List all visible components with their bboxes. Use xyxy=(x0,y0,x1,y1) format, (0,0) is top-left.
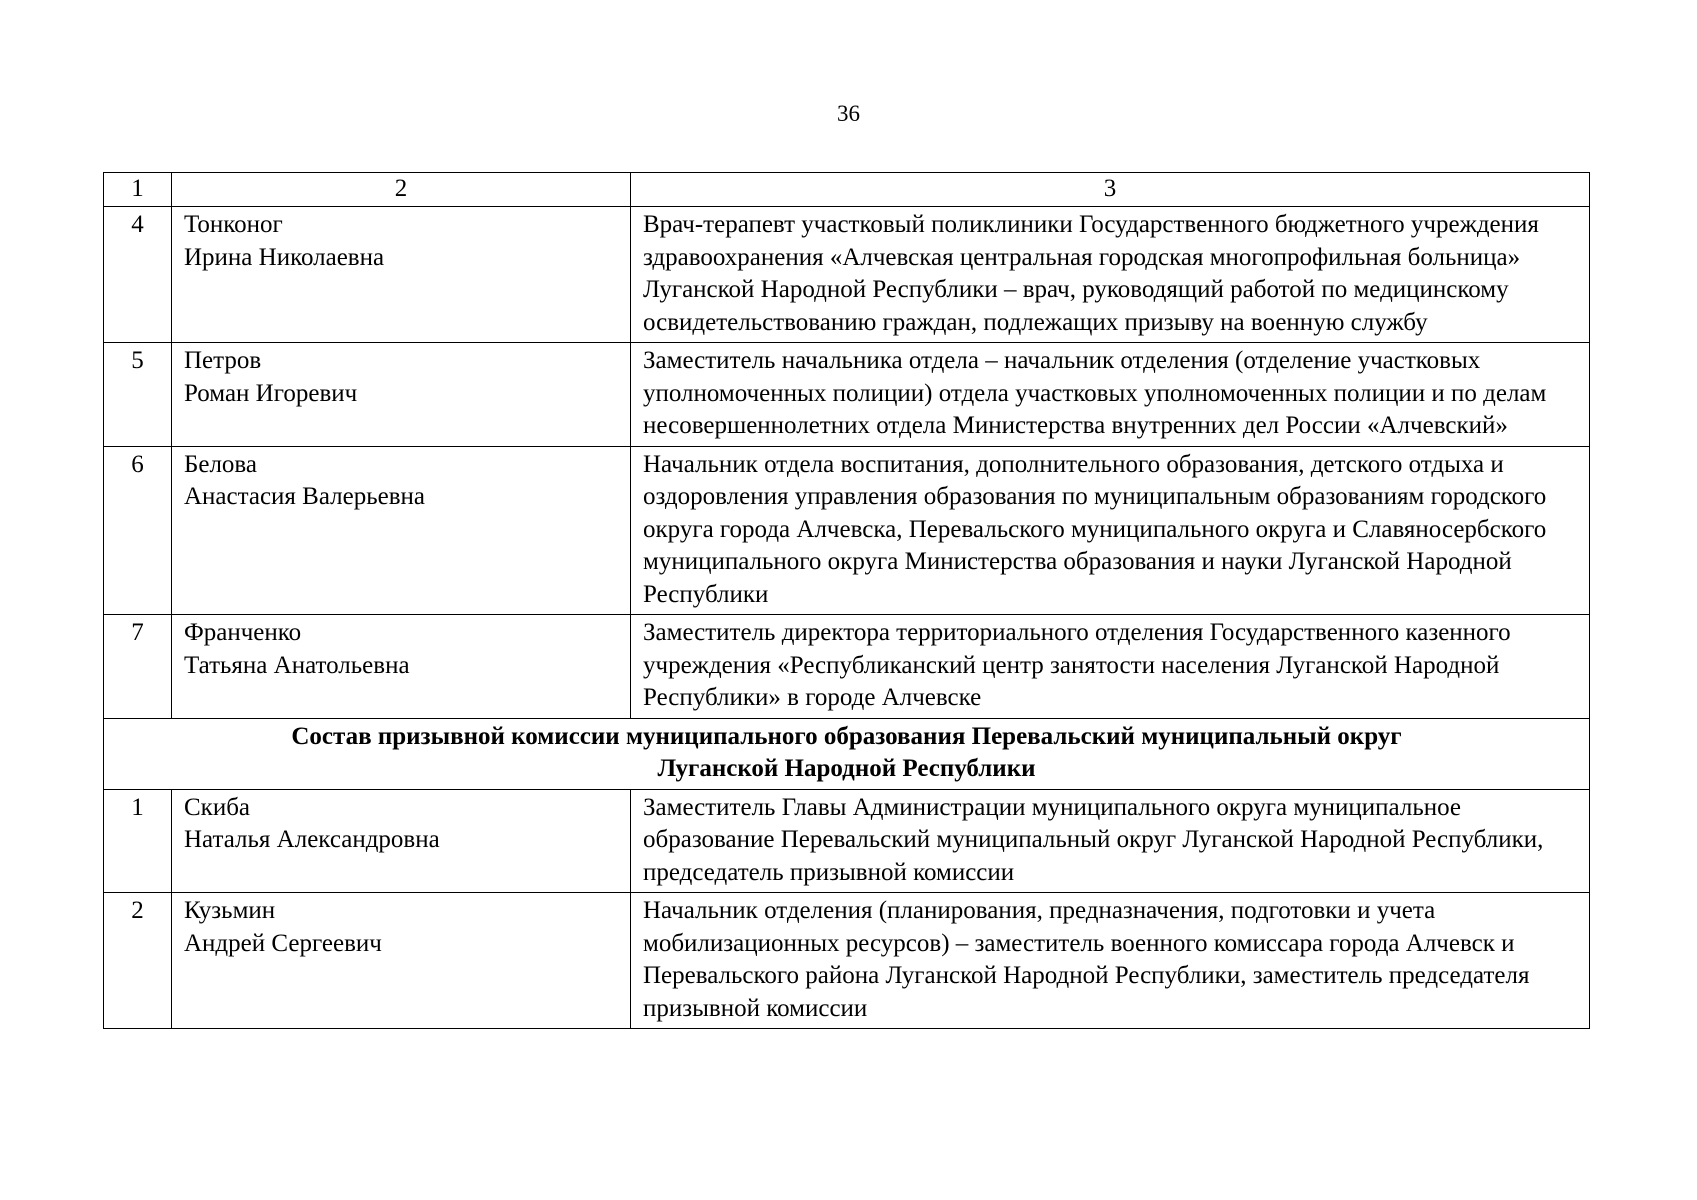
member-given-name: Ирина Николаевна xyxy=(184,243,385,271)
member-row xyxy=(104,343,1590,447)
section-heading-row xyxy=(104,718,1590,789)
member-surname: Петров xyxy=(184,347,262,374)
member-given-name: Андрей Сергеевич xyxy=(184,929,382,957)
member-name-cell xyxy=(172,207,631,343)
column-number-cell: 2 xyxy=(172,173,631,207)
column-number-cell: 3 xyxy=(631,173,1590,207)
member-name-cell xyxy=(172,343,631,447)
member-position: Заместитель директора территориального отделения Государственного казенного учреждения «Республиканский центр занятости населения Луганской Народной Республики» в городе Алчевске xyxy=(631,615,1590,719)
member-number: 1 xyxy=(104,789,172,893)
member-row xyxy=(104,207,1590,343)
member-name-cell xyxy=(172,789,631,893)
column-number-cell: 1 xyxy=(104,173,172,207)
member-name-cell xyxy=(172,446,631,615)
commission-table xyxy=(103,172,1590,1029)
section-heading-line: Луганской Народной Республики xyxy=(657,755,1036,782)
member-row xyxy=(104,789,1590,893)
member-name-cell xyxy=(172,893,631,1029)
member-surname: Белова xyxy=(184,450,257,478)
member-position: Заместитель начальника отдела – начальник отделения (отделение участковых уполномоченных полиции) отдела участковых уполномоченных полиции и по делам несовершеннолетних отдела Министерства внутренних дел России «Алчевский» xyxy=(631,343,1590,447)
member-number: 5 xyxy=(104,343,172,447)
member-row xyxy=(104,446,1590,615)
column-number-row xyxy=(104,173,1590,207)
member-name-cell xyxy=(172,615,631,719)
member-surname: Франченко xyxy=(184,619,302,646)
member-position: Начальник отделения (планирования, предназначения, подготовки и учета мобилизационных ресурсов) – заместитель военного комиссара города Алчевск и Перевальского района Луганской Народной Республики, заместитель председателя призывной комиссии xyxy=(631,893,1590,1029)
member-number: 2 xyxy=(104,893,172,1029)
section-heading xyxy=(104,718,1590,789)
member-given-name: Анастасия Валерьевна xyxy=(184,483,426,510)
member-surname: Кузьмин xyxy=(184,897,276,924)
member-given-name: Наталья Александровна xyxy=(184,826,440,853)
member-row xyxy=(104,615,1590,719)
member-surname: Скиба xyxy=(184,793,251,821)
member-row xyxy=(104,893,1590,1029)
member-given-name: Татьяна Анатольевна xyxy=(184,651,410,679)
member-number: 4 xyxy=(104,207,172,343)
member-number: 7 xyxy=(104,615,172,719)
member-position: Начальник отдела воспитания, дополнительного образования, детского отдыха и оздоровления управления образования по муниципальным образованиям городского округа города Алчевска, Перевальского муниципального округа и Славяносербского муниципального округа Министерства образования и науки Луганской Народной Республики xyxy=(631,446,1590,615)
section-heading-line: Состав призывной комиссии муниципального образования Перевальский муниципальный округ xyxy=(291,722,1402,750)
member-position: Врач-терапевт участковый поликлиники Государственного бюджетного учреждения здравоохранения «Алчевская центральная городская многопрофильная больница» Луганской Народной Республики – врач, руководящий работой по медицинскому освидетельствованию граждан, подлежащих призыву на военную службу xyxy=(631,207,1590,343)
member-surname: Тонконог xyxy=(184,211,283,238)
member-given-name: Роман Игоревич xyxy=(184,379,358,407)
member-number: 6 xyxy=(104,446,172,615)
page-number: 36 xyxy=(837,101,860,126)
member-position: Заместитель Главы Администрации муниципального округа муниципальное образование Перевальский муниципальный округ Луганской Народной Республики, председатель призывной комиссии xyxy=(631,789,1590,893)
